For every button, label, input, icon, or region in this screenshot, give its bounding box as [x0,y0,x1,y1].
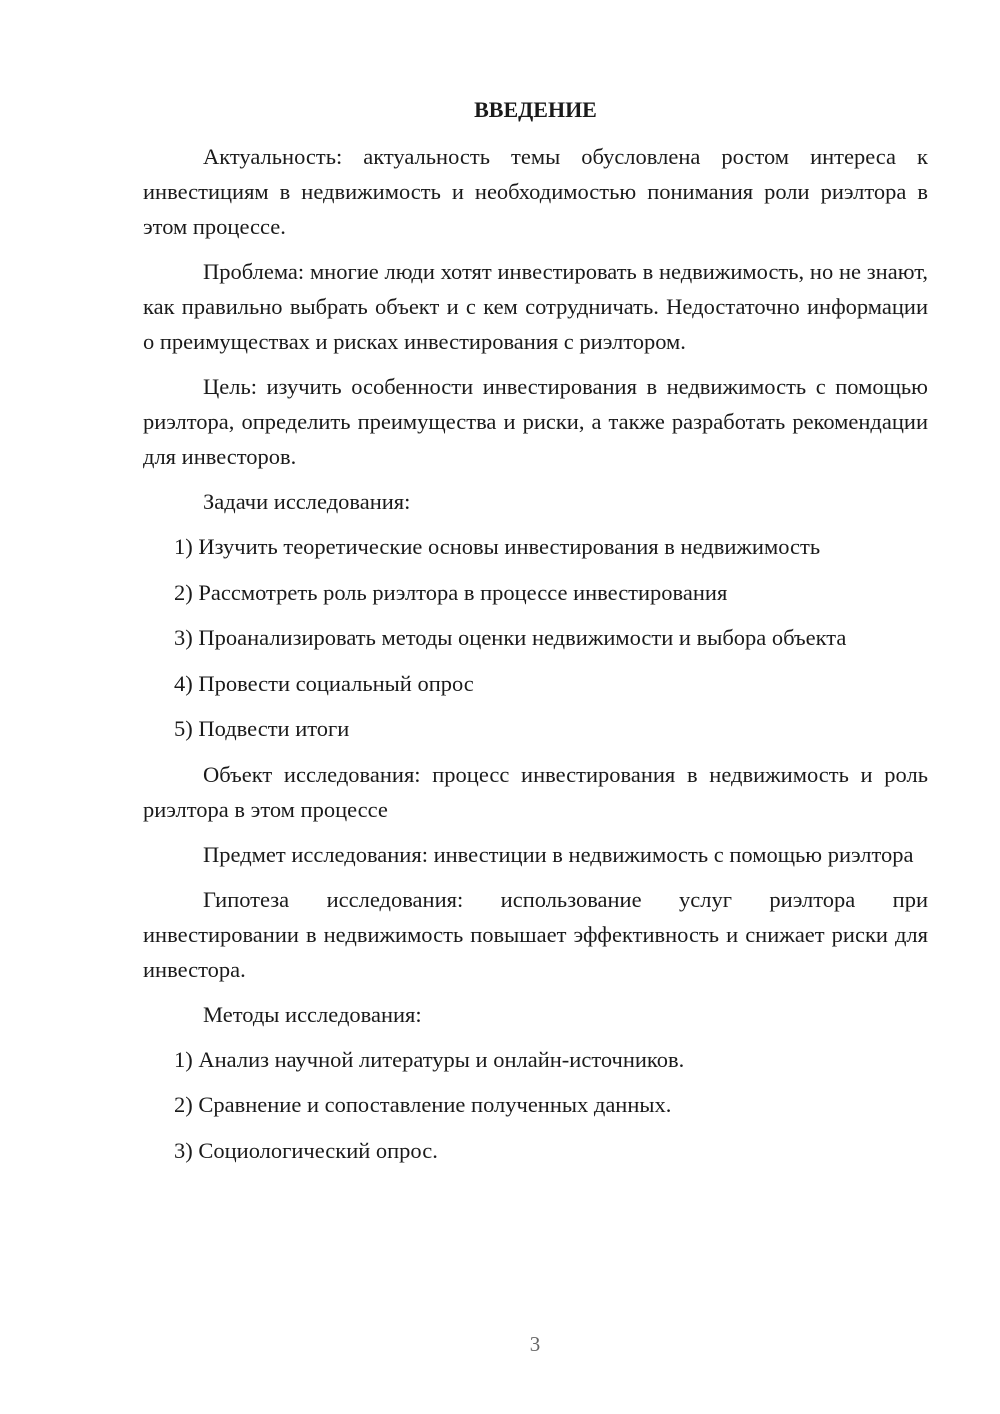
page-number: 3 [529,1332,541,1356]
section-heading: ВВЕДЕНИЕ [474,97,597,122]
method-item-3: 3) Социологический опрос. [174,1137,438,1163]
document-body [143,95,928,1178]
relevance-paragraph: Актуальность: актуальность темы обусловлена ростом интереса к инвестициям в недвижимость и необходимостью понимания роли риэлтора в этом процессе. [143,144,928,239]
method-item-2: 2) Сравнение и сопоставление полученных данных. [174,1092,672,1117]
hypothesis-paragraph: Гипотеза исследования: использование услуг риэлтора при инвестировании в недвижимость повышает эффективность и снижает риски для инвестора. [143,886,928,982]
task-item-3: 3) Проанализировать методы оценки недвижимости и выбора объекта [174,625,847,650]
task-item-2: 2) Рассмотреть роль риэлтора в процессе инвестирования [174,579,728,605]
task-item-1: 1) Изучить теоретические основы инвестирования в недвижимость [174,534,821,559]
object-paragraph: Объект исследования: процесс инвестирования в недвижимость и роль риэлтора в этом процессе [143,761,928,822]
goal-paragraph: Цель: изучить особенности инвестирования в недвижимость с помощью риэлтора, определить преимущества и риски, а также разработать рекомендации для инвесторов. [143,374,928,469]
methods-title: Методы исследования: [203,1001,422,1027]
problem-paragraph: Проблема: многие люди хотят инвестировать в недвижимость, но не знают, как правильно выбрать объект и с кем сотрудничать. Недостаточно информации о преимуществах и рисках инвестирования с риэлтором. [143,259,928,354]
task-item-4: 4) Провести социальный опрос [174,670,474,696]
task-item-5: 5) Подвести итоги [174,716,350,741]
subject-paragraph: Предмет исследования: инвестиции в недвижимость с помощью риэлтора [203,841,914,867]
method-item-1: 1) Анализ научной литературы и онлайн-источников. [174,1046,685,1072]
tasks-title: Задачи исследования: [203,489,411,514]
